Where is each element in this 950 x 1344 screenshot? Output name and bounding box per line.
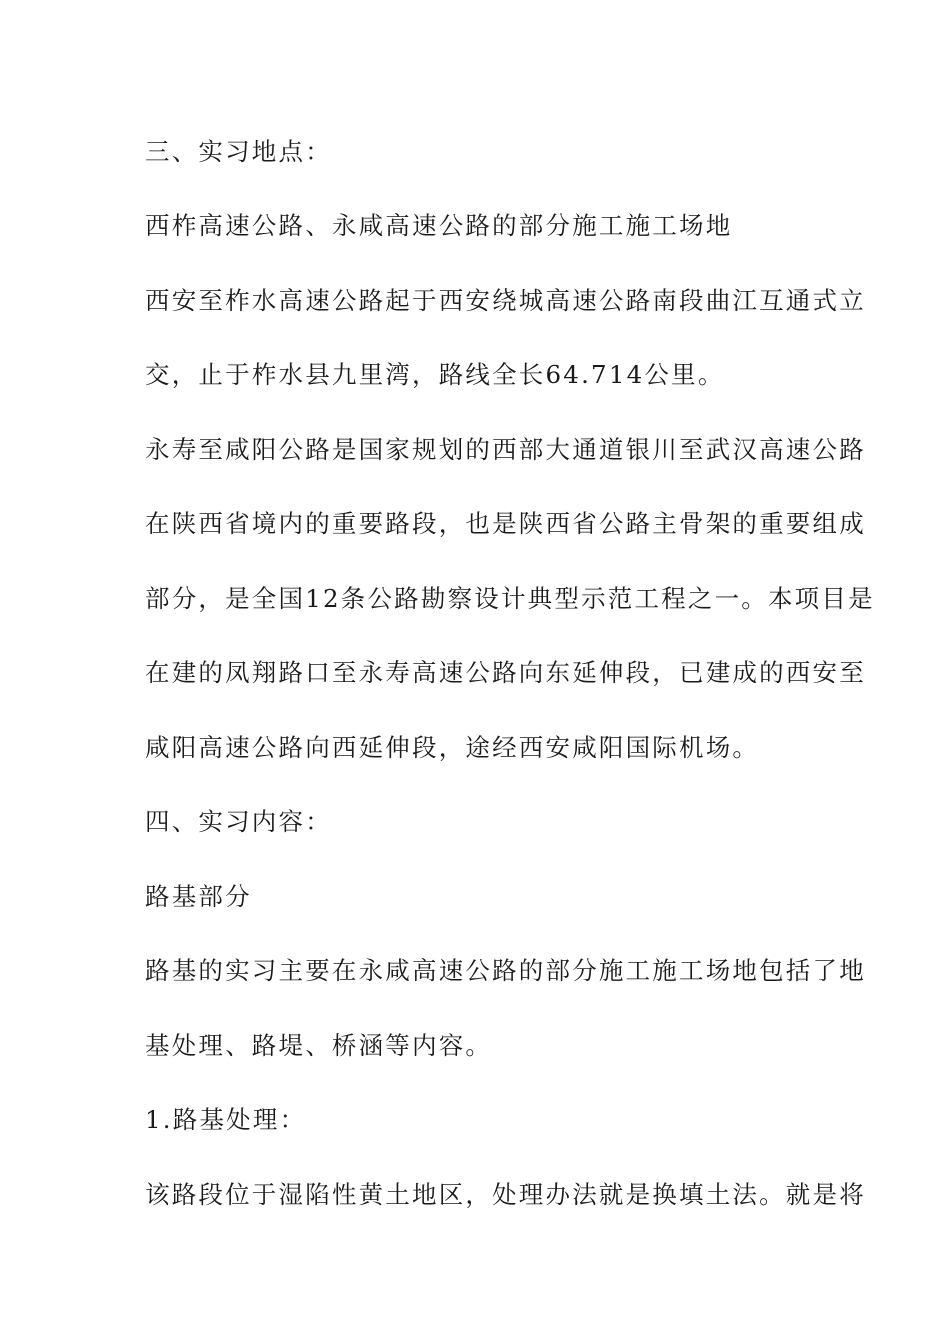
- paragraph-line: 路基的实习主要在永咸高速公路的部分施工施工场地包括了地: [145, 956, 866, 985]
- paragraph-line: 在陕西省境内的重要路段，也是陕西省公路主骨架的重要组成: [145, 509, 866, 538]
- paragraph-line: 部分，是全国12条公路勘察设计典型示范工程之一。本项目是: [145, 584, 875, 613]
- section-heading-location: 三、实习地点：: [145, 137, 332, 166]
- paragraph-line: 该路段位于湿陷性黄土地区，处理办法就是换填土法。就是将: [145, 1180, 866, 1209]
- paragraph-line: 交，止于柞水县九里湾，路线全长64.714公里。: [145, 360, 725, 389]
- paragraph-line: 基处理、路堤、桥涵等内容。: [145, 1031, 493, 1060]
- paragraph-line: 永寿至咸阳公路是国家规划的西部大通道银川至武汉高速公路: [145, 435, 866, 464]
- numbered-heading-roadbed-treatment: 1.路基处理：: [145, 1105, 307, 1134]
- subsection-heading-roadbed: 路基部分: [145, 882, 252, 911]
- section-heading-content: 四、实习内容：: [145, 807, 332, 836]
- paragraph-line: 咸阳高速公路向西延伸段，途经西安咸阳国际机场。: [145, 733, 760, 762]
- location-summary: 西柞高速公路、永咸高速公路的部分施工施工场地: [145, 211, 733, 240]
- paragraph-line: 在建的凤翔路口至永寿高速公路向东延伸段，已建成的西安至: [145, 658, 866, 687]
- paragraph-line: 西安至柞水高速公路起于西安绕城高速公路南段曲江互通式立: [145, 286, 866, 315]
